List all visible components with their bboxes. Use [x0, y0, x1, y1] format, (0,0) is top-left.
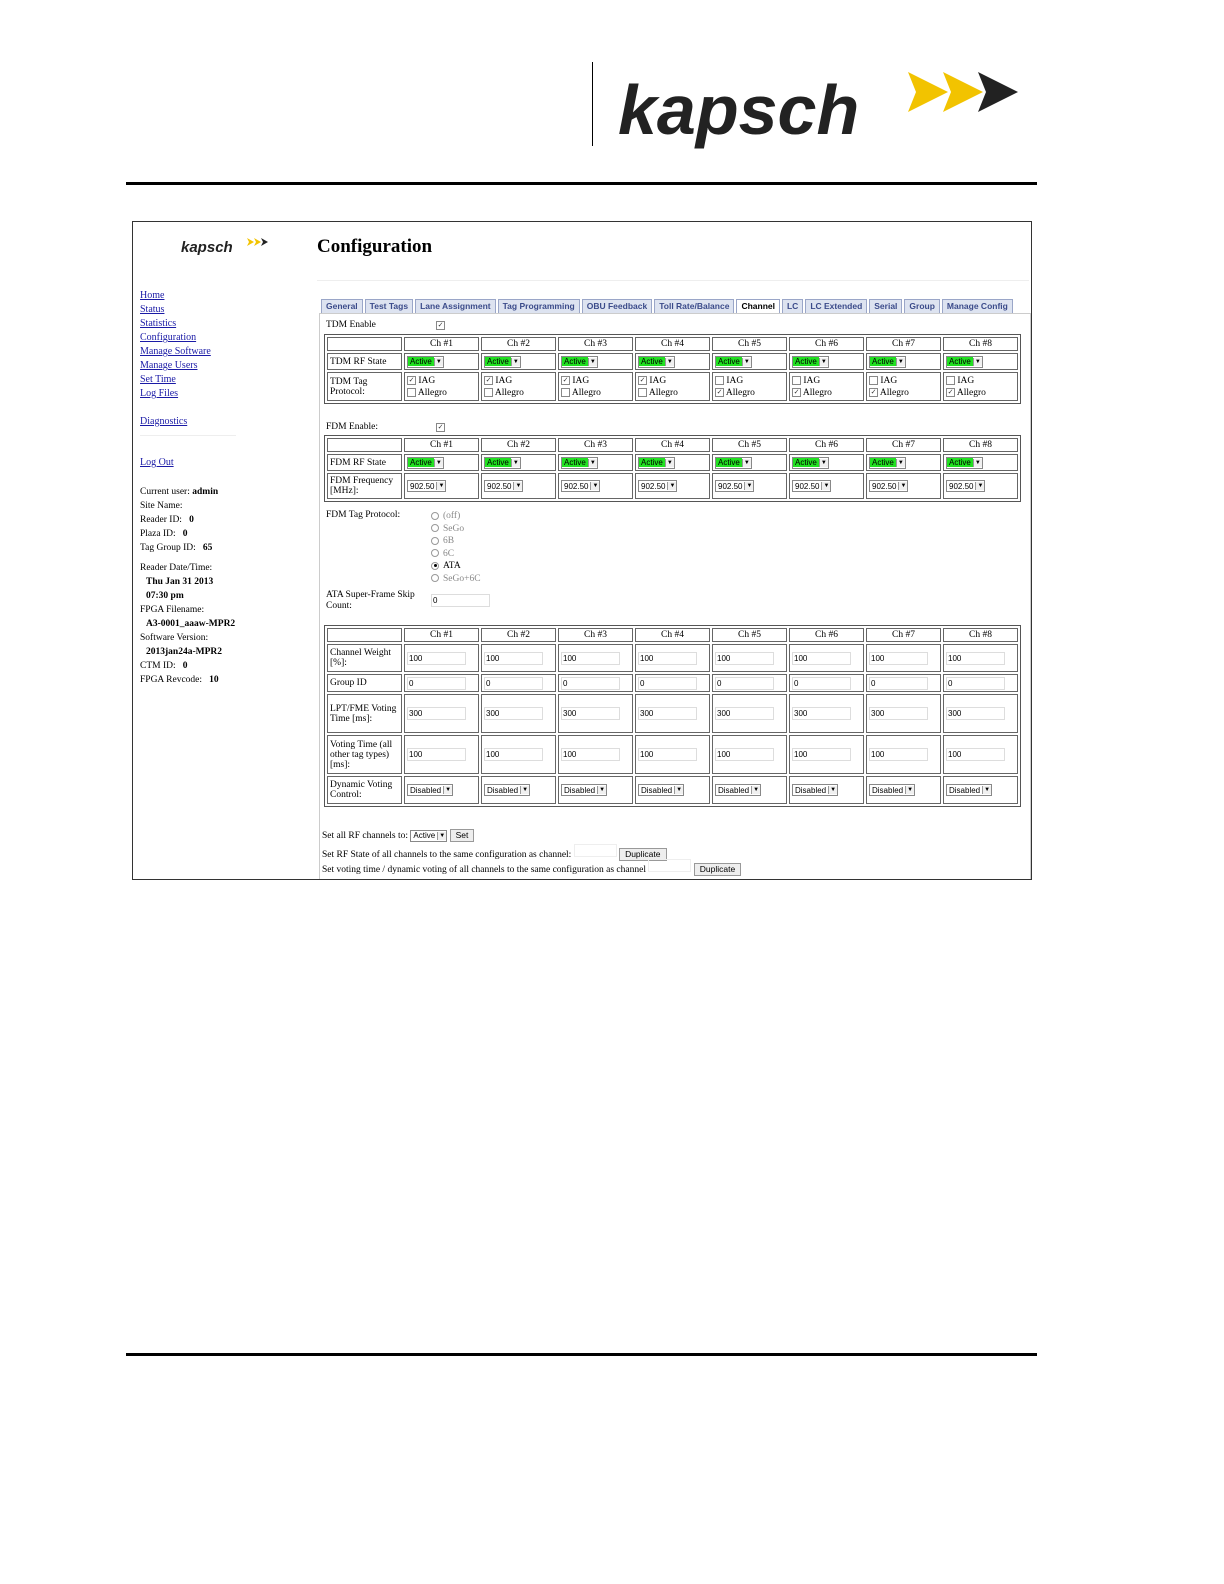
fdm-frequency-select[interactable]: 902.50 ▼ [946, 480, 985, 492]
dynamic-voting-select[interactable]: Disabled ▼ [638, 784, 684, 796]
channel-header: Ch #3 [558, 438, 633, 452]
reader-time: 07:30 pm [146, 591, 184, 601]
iag-label: IAG [649, 375, 667, 386]
weight-label: Channel Weight [%]: [327, 644, 402, 672]
allegro-label: Allegro [802, 387, 832, 398]
tdm-rf-state-select[interactable]: Active ▼ [715, 356, 752, 368]
radio-icon [431, 549, 439, 557]
chevron-down-icon: ▼ [898, 482, 907, 490]
radio-icon [431, 524, 439, 532]
protocol-option[interactable]: (off) [431, 510, 481, 523]
tdm-rf-state-select[interactable]: Active ▼ [946, 356, 983, 368]
fdm-frequency-select[interactable]: 902.50 ▼ [792, 480, 831, 492]
weight-input[interactable]: 100 [561, 652, 620, 665]
header-rule [126, 182, 1037, 185]
group-id-input[interactable]: 0 [792, 677, 851, 690]
channel-header: Ch #3 [558, 337, 633, 351]
tab-lc[interactable]: LC [782, 299, 803, 314]
protocol-option[interactable]: 6B [431, 535, 481, 548]
lpt-voting-input[interactable]: 300 [869, 707, 928, 720]
channel-header: Ch #7 [866, 337, 941, 351]
weight-input[interactable]: 100 [946, 652, 1005, 665]
lpt-voting-input[interactable]: 300 [946, 707, 1005, 720]
config-screenshot [132, 221, 1032, 880]
allegro-label: Allegro [725, 387, 755, 398]
voting-time-label: Voting Time (all other tag types) [ms]: [327, 735, 402, 774]
chevron-down-icon: ▼ [744, 482, 753, 490]
app-logo [181, 232, 281, 258]
tdm-rf-state-select[interactable]: Active ▼ [869, 356, 906, 368]
svg-text:kapsch: kapsch [181, 239, 233, 256]
chevron-down-icon: ▼ [436, 482, 445, 490]
group-id-input[interactable]: 0 [869, 677, 928, 690]
footer-rule [126, 1353, 1037, 1356]
chevron-down-icon: ▼ [665, 358, 674, 366]
chevron-down-icon: ▼ [520, 786, 529, 794]
iag-checkbox[interactable] [715, 376, 724, 385]
chevron-down-icon: ▼ [896, 459, 905, 467]
voting-time-input[interactable]: 100 [407, 748, 466, 761]
chevron-down-icon: ▼ [674, 786, 683, 794]
weight-input[interactable]: 100 [792, 652, 851, 665]
nav-set-time[interactable]: Set Time [140, 374, 176, 385]
iag-label: IAG [495, 375, 513, 386]
allegro-checkbox[interactable] [484, 388, 493, 397]
nav-statistics[interactable]: Statistics [140, 318, 177, 329]
tdm-rf-state-select[interactable]: Active ▼ [484, 356, 521, 368]
channel-header: Ch #4 [635, 628, 710, 642]
lpt-voting-input[interactable]: 300 [638, 707, 697, 720]
current-user: admin [192, 487, 219, 497]
iag-label: IAG [726, 375, 744, 386]
iag-label: IAG [880, 375, 898, 386]
dup-vote-channel-input[interactable] [648, 859, 691, 872]
chevron-down-icon: ▼ [819, 358, 828, 366]
fdm-frequency-select[interactable]: 902.50 ▼ [407, 480, 446, 492]
lpt-voting-input[interactable]: 300 [561, 707, 620, 720]
chevron-down-icon: ▼ [975, 482, 984, 490]
fdm-protocol-label: FDM Tag Protocol: [326, 510, 401, 520]
nav-diagnostics[interactable]: Diagnostics [140, 416, 188, 427]
chevron-down-icon: ▼ [973, 358, 982, 366]
tab-channel[interactable]: Channel [736, 299, 780, 314]
lpt-voting-input[interactable]: 300 [407, 707, 466, 720]
fdm-frequency-select[interactable]: 902.50 ▼ [715, 480, 754, 492]
channel-header: Ch #2 [481, 628, 556, 642]
chevron-down-icon: ▼ [742, 459, 751, 467]
fdm-enable-checkbox[interactable]: ✓ [437, 423, 444, 431]
page-title: Configuration [317, 236, 433, 257]
fdm-frequency-label: FDM Frequency [MHz]: [327, 473, 402, 499]
iag-checkbox[interactable]: ✓ [408, 375, 415, 384]
allegro-checkbox[interactable]: ✓ [947, 387, 954, 396]
dup-vote-row: Set voting time / dynamic voting of all channels to the same configuration as channel Duplicate [322, 859, 741, 876]
dynamic-voting-select[interactable]: Disabled ▼ [484, 784, 530, 796]
dynamic-voting-select[interactable]: Disabled ▼ [792, 784, 838, 796]
plaza-id: 0 [182, 529, 188, 539]
duplicate-vote-button[interactable]: Duplicate [694, 863, 741, 876]
fdm-frequency-select[interactable]: 902.50 ▼ [561, 480, 600, 492]
tdm-rf-state-label: TDM RF State [327, 353, 402, 370]
tdm-enable-label: TDM Enable [326, 320, 376, 330]
allegro-label: Allegro [648, 387, 678, 398]
chevron-down-icon: ▼ [443, 786, 452, 794]
iag-checkbox[interactable]: ✓ [562, 375, 569, 384]
fdm-frequency-select[interactable]: 902.50 ▼ [484, 480, 523, 492]
iag-checkbox[interactable]: ✓ [639, 375, 646, 384]
voting-time-input[interactable]: 100 [715, 748, 774, 761]
nav-manage-software[interactable]: Manage Software [140, 346, 211, 357]
channel-header: Ch #1 [404, 438, 479, 452]
channel-header: Ch #8 [943, 337, 1018, 351]
chevron-down-icon: ▼ [751, 786, 760, 794]
voting-time-input[interactable]: 100 [869, 748, 928, 761]
allegro-checkbox[interactable]: ✓ [716, 387, 723, 396]
allegro-checkbox[interactable]: ✓ [870, 387, 877, 396]
fdm-table [324, 435, 1021, 502]
channel-header: Ch #5 [712, 628, 787, 642]
group-id-input[interactable]: 0 [715, 677, 774, 690]
chevron-down-icon: ▼ [742, 358, 751, 366]
fdm-rf-state-select[interactable]: Active ▼ [638, 457, 675, 469]
tdm-table [324, 334, 1021, 404]
tab-group[interactable]: Group [904, 299, 940, 314]
voting-time-input[interactable]: 100 [792, 748, 851, 761]
allegro-label: Allegro [494, 387, 524, 398]
protocol-option[interactable]: SeGo+6C [431, 573, 481, 586]
voting-time-input[interactable]: 100 [946, 748, 1005, 761]
radio-icon [431, 574, 439, 582]
channel-header: Ch #1 [404, 628, 479, 642]
channel-header: Ch #5 [712, 337, 787, 351]
channel-header: Ch #4 [635, 337, 710, 351]
allegro-checkbox[interactable] [561, 388, 570, 397]
set-all-select[interactable]: Active ▼ [410, 830, 447, 842]
iag-label: IAG [572, 375, 590, 386]
allegro-label: Allegro [956, 387, 986, 398]
tab-serial[interactable]: Serial [869, 299, 902, 314]
channel-header: Ch #7 [866, 438, 941, 452]
tab-lane-assignment[interactable]: Lane Assignment [415, 299, 496, 314]
chevron-down-icon: ▼ [896, 358, 905, 366]
fdm-rf-state-select[interactable]: Active ▼ [946, 457, 983, 469]
dup-rf-row: Set RF State of all channels to the same configuration as channel: Duplicate [322, 844, 667, 861]
voting-time-input[interactable]: 100 [638, 748, 697, 761]
protocol-option[interactable]: SeGo [431, 523, 481, 536]
nav-status[interactable]: Status [140, 304, 165, 315]
chevron-down-icon: ▼ [828, 786, 837, 794]
fdm-rf-state-label: FDM RF State [327, 454, 402, 471]
dynamic-voting-select[interactable]: Disabled ▼ [715, 784, 761, 796]
chevron-down-icon: ▼ [597, 786, 606, 794]
dup-rf-channel-input[interactable] [574, 844, 617, 857]
channel-header: Ch #8 [943, 628, 1018, 642]
nav-logout[interactable]: Log Out [140, 457, 174, 468]
radio-icon [431, 512, 439, 520]
protocol-option[interactable]: 6C [431, 548, 481, 561]
tdm-protocol-label: TDM Tag Protocol: [327, 372, 402, 401]
tab-toll-rate-balance[interactable]: Toll Rate/Balance [654, 299, 734, 314]
channel-header: Ch #7 [866, 628, 941, 642]
iag-label: IAG [803, 375, 821, 386]
reader-info: Current user: admin Site Name: Reader ID: 0 Plaza ID: 0 Tag Group ID: 65 Reader Date/Time: Thu Jan 31 2013 07:30 pm FPGA Filename: A3-0001_aaaw-MPR2 Software Version: 2013jan24a-MPR2 CTM ID: 0 FPGA Revcode: 10 [140, 485, 310, 687]
title-divider [317, 280, 1029, 281]
weight-input[interactable]: 100 [407, 652, 466, 665]
chevron-down-icon: ▼ [511, 358, 520, 366]
fdm-rf-state-select[interactable]: Active ▼ [715, 457, 752, 469]
tdm-enable-checkbox[interactable]: ✓ [437, 321, 444, 329]
set-all-row: Set all RF channels to: Active ▼ Set [322, 829, 474, 842]
tdm-rf-state-select[interactable]: Active ▼ [792, 356, 829, 368]
lpt-voting-input[interactable]: 300 [484, 707, 543, 720]
nav-log-files[interactable]: Log Files [140, 388, 179, 399]
reader-id: 0 [189, 515, 194, 525]
duplicate-rf-button[interactable]: Duplicate [619, 848, 666, 861]
fpga-filename: A3-0001_aaaw-MPR2 [146, 619, 236, 629]
chevron-down-icon: ▼ [434, 358, 443, 366]
radio-icon [431, 537, 439, 545]
reader-date: Thu Jan 31 2013 [146, 577, 214, 587]
dynamic-voting-select[interactable]: Disabled ▼ [869, 784, 915, 796]
weight-input[interactable]: 100 [638, 652, 697, 665]
voting-time-input[interactable]: 100 [561, 748, 620, 761]
fdm-enable-label: FDM Enable: [326, 422, 378, 432]
tab-general[interactable]: General [321, 299, 363, 314]
tdm-rf-state-select[interactable]: Active ▼ [561, 356, 598, 368]
tab-manage-config[interactable]: Manage Config [942, 299, 1013, 314]
iag-checkbox[interactable] [792, 376, 801, 385]
iag-checkbox[interactable] [946, 376, 955, 385]
header-divider [592, 62, 593, 146]
channel-header: Ch #8 [943, 438, 1018, 452]
chevron-down-icon: ▼ [665, 459, 674, 467]
allegro-label: Allegro [417, 387, 447, 398]
fpga-revcode: 10 [209, 675, 219, 685]
nav-configuration[interactable]: Configuration [140, 332, 197, 343]
nav-home[interactable]: Home [140, 290, 165, 301]
fdm-frequency-select[interactable]: 902.50 ▼ [869, 480, 908, 492]
channel-header: Ch #1 [404, 337, 479, 351]
site-name-label: Site Name: [140, 501, 183, 511]
tdm-rf-state-select[interactable]: Active ▼ [407, 356, 444, 368]
lpt-voting-label: LPT/FME Voting Time [ms]: [327, 694, 402, 733]
chevron-down-icon: ▼ [982, 786, 991, 794]
radio-icon [431, 562, 439, 570]
nav-manage-users[interactable]: Manage Users [140, 360, 198, 371]
kapsch-logo [618, 62, 1028, 152]
lpt-voting-input[interactable]: 300 [792, 707, 851, 720]
tab-lc-extended[interactable]: LC Extended [805, 299, 867, 314]
logo-wordmark: kapsch [618, 71, 860, 149]
channel-header: Ch #3 [558, 628, 633, 642]
group-id-input[interactable]: 0 [407, 677, 466, 690]
group-id-input[interactable]: 0 [484, 677, 543, 690]
group-id-input[interactable]: 0 [638, 677, 697, 690]
fdm-frequency-select[interactable]: 902.50 ▼ [638, 480, 677, 492]
chevron-down-icon: ▼ [905, 786, 914, 794]
chevron-down-icon: ▼ [821, 482, 830, 490]
dynamic-voting-select[interactable]: Disabled ▼ [561, 784, 607, 796]
channel-params-table [324, 625, 1021, 807]
dynamic-voting-label: Dynamic Voting Control: [327, 776, 402, 804]
channel-header: Ch #5 [712, 438, 787, 452]
chevron-down-icon: ▼ [819, 459, 828, 467]
group-id-label: Group ID [327, 674, 402, 692]
iag-label: IAG [957, 375, 975, 386]
chevron-down-icon: ▼ [434, 459, 443, 467]
fdm-rf-state-select[interactable]: Active ▼ [407, 457, 444, 469]
config-tabs [321, 299, 1015, 314]
chevron-down-icon: ▼ [973, 459, 982, 467]
fdm-rf-state-select[interactable]: Active ▼ [484, 457, 521, 469]
allegro-checkbox[interactable] [407, 388, 416, 397]
allegro-checkbox[interactable] [638, 388, 647, 397]
iag-checkbox[interactable] [869, 376, 878, 385]
fdm-rf-state-select[interactable]: Active ▼ [561, 457, 598, 469]
group-id-input[interactable]: 0 [946, 677, 1005, 690]
channel-header: Ch #2 [481, 438, 556, 452]
weight-input[interactable]: 100 [715, 652, 774, 665]
set-button[interactable]: Set [450, 829, 475, 842]
ctm-id: 0 [182, 661, 188, 671]
tab-obu-feedback[interactable]: OBU Feedback [582, 299, 652, 314]
fdm-rf-state-select[interactable]: Active ▼ [792, 457, 829, 469]
iag-checkbox[interactable]: ✓ [485, 375, 492, 384]
channel-header: Ch #4 [635, 438, 710, 452]
chevron-down-icon: ▼ [590, 482, 599, 490]
software-version: 2013jan24a-MPR2 [146, 647, 222, 657]
tag-group-id: 65 [202, 543, 213, 553]
chevron-down-icon: ▼ [588, 459, 597, 467]
chevron-down-icon: ▼ [513, 482, 522, 490]
tab-tag-programming[interactable]: Tag Programming [498, 299, 580, 314]
channel-header: Ch #6 [789, 337, 864, 351]
chevron-down-icon: ▼ [588, 358, 597, 366]
chevron-down-icon: ▼ [667, 482, 676, 490]
voting-time-input[interactable]: 100 [484, 748, 543, 761]
channel-header: Ch #2 [481, 337, 556, 351]
weight-input[interactable]: 100 [869, 652, 928, 665]
channel-header: Ch #6 [789, 438, 864, 452]
channel-panel [319, 313, 1031, 880]
iag-label: IAG [418, 375, 436, 386]
ata-skip-input[interactable]: 0 [431, 594, 490, 607]
sidebar-nav [140, 289, 300, 470]
dynamic-voting-select[interactable]: Disabled ▼ [946, 784, 992, 796]
fdm-protocol-group [431, 510, 481, 585]
allegro-label: Allegro [571, 387, 601, 398]
dynamic-voting-select[interactable]: Disabled ▼ [407, 784, 453, 796]
protocol-option[interactable]: ATA [431, 560, 481, 573]
group-id-input[interactable]: 0 [561, 677, 620, 690]
allegro-label: Allegro [879, 387, 909, 398]
fdm-rf-state-select[interactable]: Active ▼ [869, 457, 906, 469]
tab-test-tags[interactable]: Test Tags [365, 299, 413, 314]
lpt-voting-input[interactable]: 300 [715, 707, 774, 720]
chevron-down-icon: ▼ [511, 459, 520, 467]
ata-skip-label: ATA Super-Frame Skip Count: [326, 590, 415, 611]
allegro-checkbox[interactable]: ✓ [793, 387, 800, 396]
channel-header: Ch #6 [789, 628, 864, 642]
tdm-rf-state-select[interactable]: Active ▼ [638, 356, 675, 368]
weight-input[interactable]: 100 [484, 652, 543, 665]
